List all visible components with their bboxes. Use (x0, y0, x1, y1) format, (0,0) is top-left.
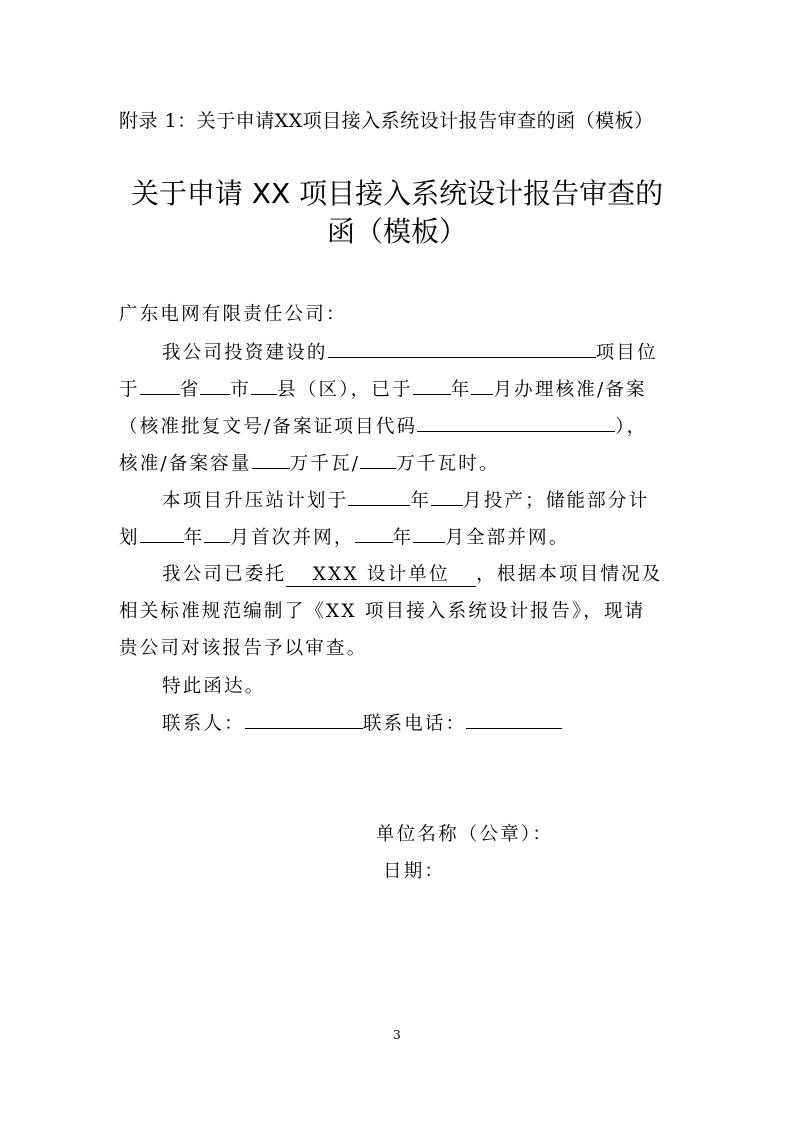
text-segment: 县（区），已于 (277, 379, 413, 401)
text-segment: 本项目升压站计划于 (162, 490, 349, 512)
text-segment: 项目位 (595, 342, 658, 364)
full-grid-month-blank (413, 523, 445, 543)
page-number: 3 (393, 1028, 401, 1042)
phone-blank (466, 709, 562, 729)
contact-line (162, 709, 562, 735)
design-unit-underlined: XXX 设计单位 (286, 560, 476, 587)
text-segment: 年 (410, 490, 432, 512)
text-segment: 核准/备案容量 (119, 453, 252, 475)
paragraph-3-line-2: 相关标准规范编制了《XX 项目接入系统设计报告》，现请 (119, 601, 646, 622)
paragraph-1-line-1 (162, 338, 658, 364)
paragraph-2-line-2 (119, 523, 570, 549)
text-segment: 我公司投资建设的 (162, 342, 328, 364)
appendix-title: 附录 1：关于申请XX项目接入系统设计报告审查的函（模板） (119, 110, 654, 132)
text-segment: ，根据本项目情况及 (476, 564, 663, 585)
text-segment: 月首次并网， (230, 527, 355, 549)
contact-blank (245, 709, 363, 729)
date-label: 日期： (383, 861, 446, 882)
substation-year-blank (348, 486, 410, 506)
paragraph-3-line-1 (162, 560, 663, 587)
text-segment: ）， (615, 416, 648, 438)
paragraph-1-line-4 (119, 449, 500, 475)
capacity-mw-blank (252, 449, 290, 469)
text-segment: 市 (230, 379, 252, 401)
document-title-line-1: 关于申请 XX 项目接入系统设计报告审查的 (130, 177, 664, 210)
text-segment: 月办理核准/备案 (493, 379, 647, 401)
recipient: 广东电网有限责任公司： (119, 304, 347, 325)
phone-label: 联系电话： (362, 713, 467, 735)
city-blank (200, 375, 230, 395)
document-title-line-2: 函（模板） (326, 215, 467, 248)
text-segment: 省 (179, 379, 201, 401)
year-blank (413, 375, 451, 395)
substation-month-blank (431, 486, 463, 506)
text-segment: （核准批复文号/备案证项目代码 (119, 416, 418, 438)
text-segment: 年 (392, 527, 414, 549)
project-name-blank (328, 338, 596, 358)
province-blank (140, 375, 180, 395)
text-segment: 我公司已委托 (162, 564, 287, 585)
unit-name-label: 单位名称（公章）： (376, 824, 554, 845)
county-blank (251, 375, 277, 395)
first-grid-month-blank (204, 523, 230, 543)
month-blank (471, 375, 493, 395)
closing-text: 特此函达。 (162, 676, 266, 697)
text-segment: 年 (183, 527, 205, 549)
text-segment: 划 (119, 527, 140, 549)
text-segment: 万千瓦时。 (396, 453, 500, 475)
contact-label: 联系人： (162, 713, 245, 735)
first-grid-year-blank (140, 523, 184, 543)
text-segment: 年 (450, 379, 472, 401)
capacity-mwh-blank (360, 449, 396, 469)
paragraph-2-line-1 (162, 486, 649, 512)
full-grid-year-blank (355, 523, 393, 543)
text-segment: 月投产；储能部分计 (463, 490, 650, 512)
paragraph-1-line-3 (119, 412, 647, 438)
paragraph-1-line-2 (119, 375, 647, 401)
text-segment: 月全部并网。 (445, 527, 570, 549)
text-segment: 万千瓦/ (289, 453, 361, 475)
approval-code-blank (417, 412, 615, 432)
text-segment: 于 (119, 379, 140, 401)
paragraph-3-line-3: 贵公司对该报告予以审查。 (119, 638, 368, 659)
